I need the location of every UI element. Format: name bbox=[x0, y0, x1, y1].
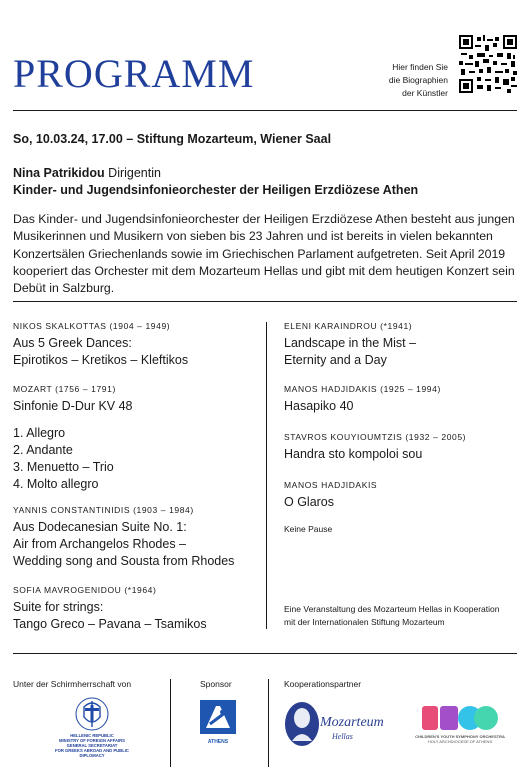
program-item bbox=[13, 505, 263, 570]
qr-code[interactable] bbox=[459, 35, 517, 93]
footer-divider bbox=[13, 653, 517, 654]
program-item bbox=[284, 432, 524, 463]
conductor-role: Dirigentin bbox=[104, 166, 161, 180]
qr-note: Hier finden Sie die Biographien der Künstler bbox=[388, 62, 448, 98]
movement: 4. Molto allegro bbox=[13, 477, 99, 491]
footer-separator bbox=[268, 679, 269, 767]
hellenic-republic-logo: HELLENIC REPUBLIC MINISTRY OF FOREIGN AFFAIRS GENERAL SECRETARIAT FOR GREEKS ABROAD AND PUBLIC DIPLOMACY bbox=[52, 697, 132, 758]
cyso-logo: CHILDREN'S YOUTH SYMPHONY ORCHESTRA HOLY ARCHDIOCESE OF ATHENS bbox=[410, 704, 510, 744]
work-line: Handra sto kompoloi sou bbox=[284, 447, 423, 461]
conductor-line bbox=[13, 165, 418, 182]
program-item bbox=[13, 585, 263, 633]
composer: NIKOS SKALKOTTAS (1904 – 1949) bbox=[13, 321, 171, 331]
program-item bbox=[13, 384, 263, 493]
program-item bbox=[284, 480, 524, 511]
composer: SOFIA MAVROGENIDOU (*1964) bbox=[13, 585, 157, 595]
work-line: Tango Greco – Pavana – Tsamikos bbox=[13, 617, 207, 631]
patronage-label: Unter der Schirmherrschaft von bbox=[13, 679, 132, 689]
movement: 1. Allegro bbox=[13, 426, 66, 440]
mozarteum-hellas-logo bbox=[284, 701, 384, 751]
sponsor-label: Sponsor bbox=[200, 679, 232, 689]
composer: ELENI KARAINDROU (*1941) bbox=[284, 321, 413, 331]
performers bbox=[13, 165, 418, 199]
work-line: Aus Dodecanesian Suite No. 1: bbox=[13, 520, 187, 534]
athens-sponsor-logo bbox=[200, 700, 236, 745]
work-line: Hasapiko 40 bbox=[284, 399, 354, 413]
page-title: PROGRAMM bbox=[13, 51, 255, 96]
work-line: Landscape in the Mist – bbox=[284, 336, 417, 350]
composer: MANOS HADJIDAKIS bbox=[284, 480, 378, 490]
work-line: Suite for strings: bbox=[13, 600, 104, 614]
organizer-note: Eine Veranstaltung des Mozarteum Hellas in Kooperation mit der Internationalen Stiftung Mozarteum bbox=[284, 604, 500, 627]
movement: 3. Menuetto – Trio bbox=[13, 460, 114, 474]
work-line: Wedding song and Sousta from Rhodes bbox=[13, 554, 235, 568]
movement: 2. Andante bbox=[13, 443, 73, 457]
work-line: Sinfonie D-Dur KV 48 bbox=[13, 399, 133, 413]
work-line: O Glaros bbox=[284, 495, 335, 509]
event-datetime-venue: So, 10.03.24, 17.00 – Stiftung Mozarteum, Wiener Saal bbox=[13, 132, 332, 146]
work-line: Eternity and a Day bbox=[284, 353, 387, 367]
composer: STAVROS KOUYIOUMTZIS (1932 – 2005) bbox=[284, 432, 467, 442]
conductor-name: Nina Patrikidou bbox=[13, 166, 105, 180]
work-line: Aus 5 Greek Dances: bbox=[13, 336, 132, 350]
orchestra-name: Kinder- und Jugendsinfonieorchester der Heiligen Erzdiözese Athen bbox=[13, 183, 419, 197]
partner-label: Kooperationspartner bbox=[284, 679, 362, 689]
intro-paragraph: Das Kinder- und Jugendsinfonieorchester der Heiligen Erzdiözese Athen besteht aus jungen Musikerinnen und Musikern von sieben bis 23 Jahren und ist bereits in vielen bekannten Konzertsälen Griechenlands sowie im Griechischen Parlament aufgetreten. Seit April 2019 kooperiert das Orchester mit dem Mozarteum Hellas und gibt mit dem heutigen Konzert sein Debüt in Salzburg. bbox=[13, 212, 515, 296]
mozarteum-subtitle: Hellas bbox=[332, 732, 353, 741]
composer: YANNIS CONSTANTINIDIS (1903 – 1984) bbox=[13, 505, 194, 515]
program-item bbox=[284, 321, 524, 369]
athens-wordmark: ATHENS bbox=[207, 739, 229, 745]
footer-separator bbox=[170, 679, 171, 767]
column-divider bbox=[266, 322, 267, 629]
composer: MANOS HADJIDAKIS (1925 – 1994) bbox=[284, 384, 441, 394]
greek-emblem-icon bbox=[75, 697, 109, 731]
program-divider bbox=[13, 301, 517, 302]
mozarteum-wordmark: Mozarteum bbox=[320, 715, 384, 730]
cyso-mark-icon bbox=[420, 704, 500, 732]
program-item bbox=[13, 321, 263, 369]
no-pause-note: Keine Pause bbox=[284, 524, 333, 534]
composer: MOZART (1756 – 1791) bbox=[13, 384, 116, 394]
work-line: Epirotikos – Kretikos – Kleftikos bbox=[13, 353, 189, 367]
program-item bbox=[284, 384, 524, 415]
mozart-portrait-icon bbox=[284, 701, 320, 747]
athens-airport-icon bbox=[200, 700, 236, 734]
header-divider bbox=[13, 110, 517, 111]
work-line: Air from Archangelos Rhodes – bbox=[13, 537, 187, 551]
